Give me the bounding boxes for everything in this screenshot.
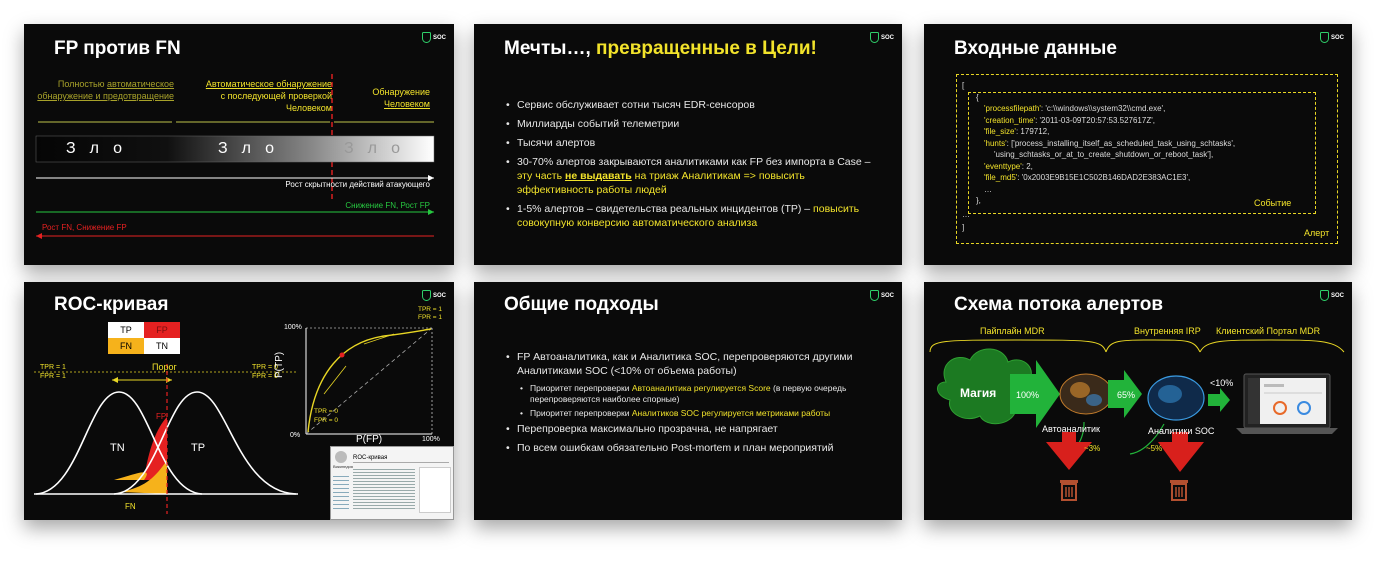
- list-item: • Сервис обслуживает сотни тысяч EDR-сенсоров: [506, 98, 876, 112]
- soc-logo: SOC: [422, 290, 446, 301]
- cell-fn: FN: [108, 338, 144, 354]
- threshold-label: Порог: [152, 362, 177, 372]
- right-tpr: TPR = 0: [252, 364, 278, 371]
- right-fpr: FPR = 0: [252, 373, 278, 380]
- arrow-10: [1208, 388, 1230, 412]
- slide-general-approaches[interactable]: [474, 282, 902, 520]
- event-label: Событие: [1254, 198, 1292, 208]
- evil-label-3: Зло: [344, 140, 415, 157]
- arrow-stealth-label: Рост скрытности действий атакующего: [285, 180, 430, 189]
- wiki-logo-text: Википедия: [333, 464, 353, 469]
- tp-label: TP: [191, 442, 206, 454]
- json-code: [ { 'processfilepath': 'c:\\windows\\system32\\cmd.exe', 'creation_time': '2011-03-09T20:57:53.527617Z', 'file_size': 179712, 'hunts': ['process_installing_itself_as_scheduled_task_using_schtasks', 'using_schtasks_or_at_to_create_shutdown_or_reboot_task'], 'eventtype': 2, 'file_md5': '0x2003E9B15E1C502B146DAD2E383AC1E3', … }, … ]: [962, 81, 1236, 232]
- soc-logo: SOC: [422, 32, 446, 43]
- pct-3: ~3%: [1084, 444, 1101, 453]
- roc-ylabel: P(TP): [274, 351, 285, 378]
- list-item: • FP Автоаналитика, как и Аналитика SOC, перепроверяются другими Аналитиками SOC (<10% от объема работы): [506, 350, 878, 378]
- header-full-auto: Полностью автоматическое обнаружение и предотвращение: [37, 79, 174, 101]
- header-human: Обнаружение Человеком: [372, 87, 430, 109]
- cell-tn: TN: [144, 338, 180, 354]
- down-arrow-5: [1158, 432, 1204, 472]
- bracket-portal: [1200, 340, 1344, 352]
- roc-point: [340, 353, 345, 358]
- fp-label: FP: [156, 412, 167, 421]
- slide-alert-flow[interactable]: [924, 282, 1352, 520]
- segment-internal-irp: Внутренняя IRP: [1134, 326, 1201, 336]
- slide-title: Общие подходы: [504, 294, 659, 315]
- left-tpr: TPR = 1: [40, 364, 66, 371]
- roc-y100: 100%: [284, 324, 302, 331]
- auto-analyst-label: Автоаналитик: [1042, 424, 1100, 434]
- slide-dreams-goals[interactable]: [474, 24, 902, 265]
- slide-title: Входные данные: [954, 38, 1117, 59]
- header-auto-human: Автоматическое обнаружение с последующей проверкой Человеком: [205, 79, 332, 113]
- shield-icon: [1320, 32, 1329, 43]
- soc-logo: SOC: [1320, 290, 1344, 301]
- brain-auto-icon: [1060, 374, 1112, 414]
- slide-input-data[interactable]: [924, 24, 1352, 265]
- wikipedia-screenshot: [330, 446, 454, 520]
- evil-label-2: Зло: [218, 140, 289, 157]
- pct-5: ~5%: [1146, 444, 1163, 453]
- laptop-icon: [1236, 374, 1338, 434]
- roc-tpr0: TPR = 0: [314, 408, 339, 415]
- cell-fp: FP: [144, 322, 180, 338]
- evil-label-1: Зло: [66, 140, 137, 157]
- left-fpr: FPR = 1: [40, 373, 66, 380]
- shield-icon: [870, 32, 879, 43]
- slide-title: Мечты…, превращенные в Цели!: [504, 38, 817, 59]
- slide-title: ROC-кривая: [54, 294, 169, 315]
- wiki-title: ROC-кривая: [353, 455, 388, 461]
- list-item: • 30-70% алертов закрываются аналитиками как FP без импорта в Case – эту часть не выдавать на триаж Аналитикам => повысить эффективность работы людей: [506, 155, 876, 197]
- slide-title: Схема потока алертов: [954, 294, 1164, 315]
- bracket-irp: [1106, 340, 1200, 352]
- roc-xlabel: P(FP): [356, 434, 383, 445]
- list-subitem: • Приоритет перепроверки Аналитиков SOC регулируется метриками работы: [506, 408, 878, 419]
- roc-fpr1: FPR = 1: [418, 314, 443, 321]
- pct-100: 100%: [1016, 390, 1040, 400]
- segment-mdr-pipeline: Пайплайн MDR: [980, 326, 1045, 336]
- list-subitem: • Приоритет перепроверки Автоаналитика регулируется Score (в первую очередь перепроверяются наиболее спорные): [506, 383, 878, 405]
- list-item: • 1-5% алертов – свидетельства реальных инцидентов (TP) – повысить совокупную конверсию автоматического анализа: [506, 202, 876, 230]
- bracket-mdr: [930, 340, 1106, 352]
- trash-icon: [1060, 480, 1078, 500]
- pct-65: 65%: [1117, 390, 1136, 400]
- list-item: • Миллиарды событий телеметрии: [506, 117, 876, 131]
- list-item: • По всем ошибкам обязательно Post-mortem и план мероприятий: [506, 441, 878, 455]
- cell-tp: TP: [108, 322, 144, 338]
- roc-x100: 100%: [422, 436, 440, 443]
- brain-soc-icon: [1148, 376, 1204, 420]
- wiki-globe-icon: [335, 451, 347, 463]
- soc-analysts-label: Аналитики SOC: [1148, 426, 1215, 436]
- bullet-list: [506, 98, 876, 235]
- roc-tpr1: TPR = 1: [418, 306, 443, 313]
- bullet-list: [506, 350, 878, 460]
- alert-flow-diagram: [924, 282, 1352, 520]
- shield-icon: [870, 290, 879, 301]
- arrow-fn-up-label: Рост FN, Снижение FP: [42, 223, 127, 232]
- roc-x0: 0%: [290, 432, 301, 439]
- roc-arrow: [324, 366, 346, 394]
- tn-label: TN: [110, 442, 125, 454]
- slide-title: FP против FN: [54, 38, 181, 59]
- fn-label: FN: [125, 502, 136, 511]
- segment-client-portal: Клиентский Портал MDR: [1216, 326, 1321, 336]
- arrow-fn-down-label: Снижение FN, Рост FP: [345, 201, 430, 210]
- alert-label: Алерт: [1304, 228, 1330, 238]
- list-item: • Тысячи алертов: [506, 136, 876, 150]
- list-item: • Перепроверка максимально прозрачна, не напрягает: [506, 422, 878, 436]
- soc-logo: SOC: [1320, 32, 1344, 43]
- slide-roc-curve[interactable]: [24, 282, 454, 520]
- pct-10: <10%: [1210, 378, 1234, 388]
- trash-icon: [1170, 480, 1188, 500]
- slide-fp-vs-fn[interactable]: [24, 24, 454, 265]
- soc-logo: SOC: [870, 290, 894, 301]
- roc-fpr0: FPR = 0: [314, 417, 339, 424]
- magic-label: Магия: [960, 386, 997, 400]
- soc-logo: SOC: [870, 32, 894, 43]
